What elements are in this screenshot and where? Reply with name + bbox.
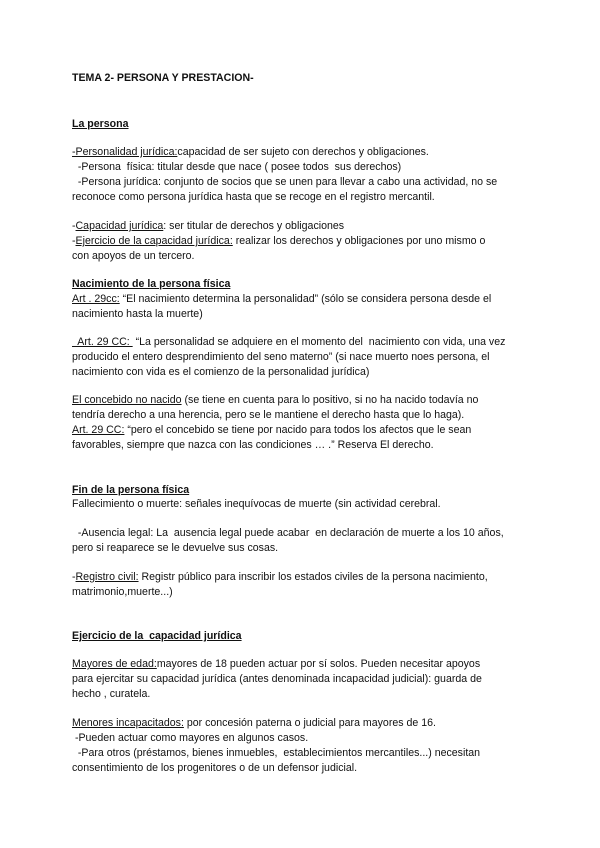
term-registro-civil: Registro civil: (75, 571, 139, 583)
text-mayores: mayores de 18 pueden actuar por sí solos. Pueden necesitar apoyos (156, 658, 481, 670)
line-registro-civil (72, 571, 488, 584)
text-menores: por concesión paterna o judicial para mayores de 16. (183, 717, 436, 729)
text-art29-b: “La personalidad se adquiere en el momento del nacimiento con vida, una vez (132, 336, 506, 348)
line-art29-b-cont2: nacimiento con vida es el comienzo de la personalidad jurídica) (72, 366, 370, 378)
line-registro-civil-cont: matrimonio,muerte...) (72, 586, 173, 598)
text-concebido: (se tiene en cuenta para lo positivo, si no ha nacido todavía no (181, 394, 479, 406)
heading-ejercicio: Ejercicio de la capacidad jurídica (72, 630, 242, 642)
line-art29-a (72, 293, 491, 306)
term-art29-a: Art . 29cc: (72, 293, 120, 305)
line-ejercicio-capacidad (72, 235, 485, 248)
line-capacidad-juridica (72, 220, 344, 233)
term-art29-b: Art. 29 CC: (72, 336, 133, 348)
line-menores-otros-cont: consentimiento de los progenitores o de un defensor judicial. (72, 762, 358, 774)
heading-la-persona: La persona (72, 118, 129, 130)
line-ausencia-legal-cont: pero si reaparece se le devuelve sus cosas. (72, 542, 279, 554)
dash: - (72, 571, 76, 583)
document-title: TEMA 2- PERSONA Y PRESTACION- (72, 72, 254, 84)
line-art29-c (72, 424, 471, 437)
line-concebido (72, 394, 478, 407)
term-art29-c: Art. 29 CC: (72, 424, 125, 436)
line-menores (72, 717, 436, 730)
line-menores-otros: -Para otros (préstamos, bienes inmuebles, establecimientos mercantiles...) necesitan (72, 747, 481, 759)
line-mayores (72, 658, 480, 671)
dash: - (72, 235, 76, 247)
line-concebido-cont: tendría derecho a una herencia, pero se le mantiene el derecho hasta que lo haga). (72, 409, 465, 421)
line-menores-casos: -Pueden actuar como mayores en algunos casos. (72, 732, 309, 744)
line-personalidad-juridica (72, 146, 429, 159)
line-persona-fisica: -Persona física: titular desde que nace ( posee todos sus derechos) (72, 161, 402, 173)
dash: - (72, 220, 76, 232)
line-ausencia-legal: -Ausencia legal: La ausencia legal puede acabar en declaración de muerte a los 10 años, (72, 527, 504, 539)
text-art29-c: “pero el concebido se tiene por nacido para todos los afectos que le sean (124, 424, 472, 436)
term-mayores: Mayores de edad: (72, 658, 157, 670)
text-capacidad-juridica: : ser titular de derechos y obligaciones (163, 220, 345, 232)
heading-nacimiento: Nacimiento de la persona física (72, 278, 231, 290)
line-mayores-cont1: para ejercitar su capacidad jurídica (antes denominada incapacidad judicial): guarda de (72, 673, 482, 685)
text-personalidad-juridica: capacidad de ser sujeto con derechos y obligaciones. (177, 146, 429, 158)
line-ejercicio-capacidad-cont: con apoyos de un tercero. (72, 250, 195, 262)
line-persona-juridica-cont: reconoce como persona jurídica hasta que se recoge en el registro mercantil. (72, 191, 435, 203)
line-art29-b-cont1: producido el entero desprendimiento del seno materno” (si nace muerto noes persona, el (72, 351, 490, 363)
term-ejercicio-capacidad: Ejercicio de la capacidad jurídica: (75, 235, 233, 247)
line-art29-b (72, 336, 505, 349)
line-art29-a-cont: nacimiento hasta la muerte) (72, 308, 203, 320)
line-mayores-cont2: hecho , curatela. (72, 688, 151, 700)
term-concebido: El concebido no nacido (72, 394, 182, 406)
line-art29-c-cont: favorables, siempre que nazca con las condiciones … .” Reserva El derecho. (72, 439, 434, 451)
term-personalidad-juridica: -Personalidad jurídica: (72, 146, 178, 158)
heading-fin: Fin de la persona física (72, 484, 190, 496)
text-registro-civil: Registr público para inscribir los estados civiles de la persona nacimiento, (138, 571, 488, 583)
term-capacidad-juridica: Capacidad jurídica (75, 220, 164, 232)
term-menores: Menores incapacitados: (72, 717, 184, 729)
text-ejercicio-capacidad: realizar los derechos y obligaciones por uno mismo o (232, 235, 486, 247)
text-art29-a: “El nacimiento determina la personalidad” (sólo se considera persona desde el (119, 293, 492, 305)
line-fallecimiento: Fallecimiento o muerte: señales inequívocas de muerte (sin actividad cerebral. (72, 498, 441, 510)
line-persona-juridica: -Persona jurídica: conjunto de socios que se unen para llevar a cabo una actividad, no se (72, 176, 498, 188)
